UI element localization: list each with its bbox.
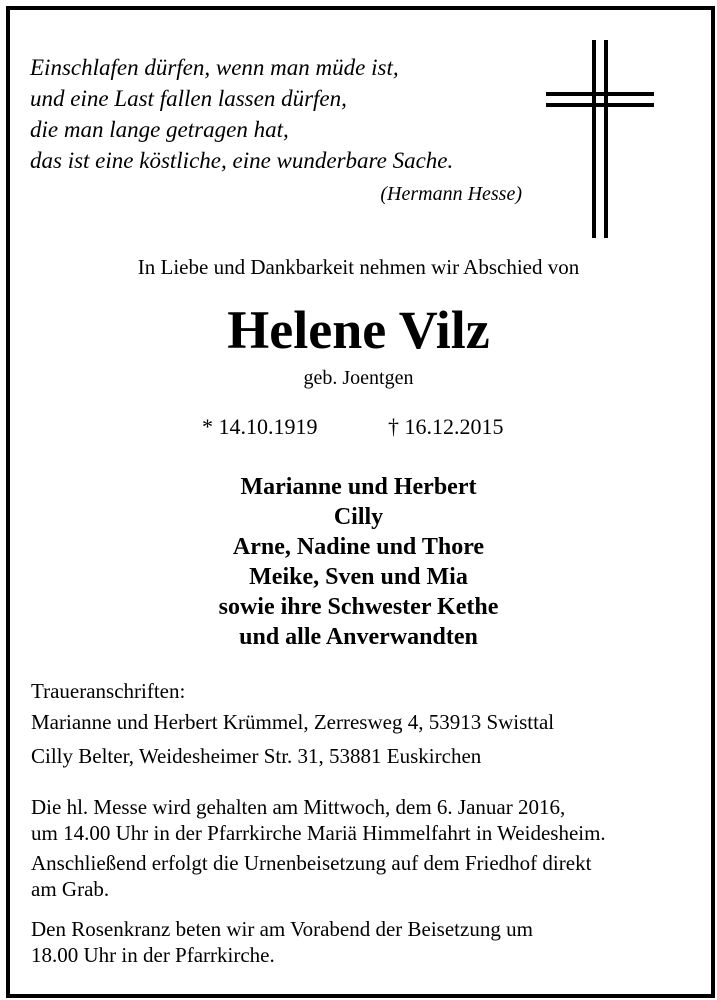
rosary-info-line: 18.00 Uhr in der Pfarrkirche. xyxy=(31,943,275,967)
cross-horizontal-bottom xyxy=(546,103,654,107)
burial-info-line: am Grab. xyxy=(31,877,110,901)
mourner-line: Marianne und Herbert xyxy=(240,474,477,500)
burial-info-line: Anschließend erfolgt die Urnenbeisetzung auf dem Friedhof direkt xyxy=(31,851,592,875)
service-info xyxy=(31,794,606,902)
mourning-addresses xyxy=(31,678,554,772)
address-line: Cilly Belter, Weidesheimer Str. 31, 53881 Euskirchen xyxy=(31,744,482,768)
rosary-info xyxy=(31,916,533,968)
mourner-line: Arne, Nadine und Thore xyxy=(232,534,485,560)
mourner-line: Meike, Sven und Mia xyxy=(249,564,468,590)
mourner-line: Cilly xyxy=(333,504,384,530)
rosary-info-line: Den Rosenkranz beten wir am Vorabend der Beisetzung um xyxy=(31,917,533,941)
poem xyxy=(30,52,453,176)
addresses-label: Traueranschriften: xyxy=(31,679,186,703)
poem-author: (Hermann Hesse) xyxy=(380,183,522,205)
address-line: Marianne und Herbert Krümmel, Zerresweg 4, 53913 Swisttal xyxy=(31,710,555,734)
mourners-list xyxy=(0,472,717,652)
cross-vertical-right xyxy=(604,40,608,238)
birth-date: * 14.10.1919 xyxy=(202,414,318,439)
cross-vertical-left xyxy=(592,40,596,238)
cross-horizontal-top xyxy=(546,92,654,96)
poem-line: und eine Last fallen lassen dürfen, xyxy=(30,86,347,111)
death-date: † 16.12.2015 xyxy=(388,414,504,439)
poem-line: das ist eine köstliche, eine wunderbare Sache. xyxy=(30,148,454,173)
intro-text: In Liebe und Dankbarkeit nehmen wir Abschied von xyxy=(137,255,580,279)
birth-name: geb. Joentgen xyxy=(303,367,414,389)
deceased-name: Helene Vilz xyxy=(227,300,490,360)
mourner-line: sowie ihre Schwester Kethe xyxy=(218,594,499,620)
cross-icon xyxy=(546,40,654,238)
poem-line: die man lange getragen hat, xyxy=(30,117,289,142)
mourner-line: und alle Anverwandten xyxy=(239,624,478,650)
poem-line: Einschlafen dürfen, wenn man müde ist, xyxy=(30,55,399,80)
mass-info-line: um 14.00 Uhr in der Pfarrkirche Mariä Himmelfahrt in Weidesheim. xyxy=(31,821,606,845)
mass-info-line: Die hl. Messe wird gehalten am Mittwoch, dem 6. Januar 2016, xyxy=(31,795,566,819)
